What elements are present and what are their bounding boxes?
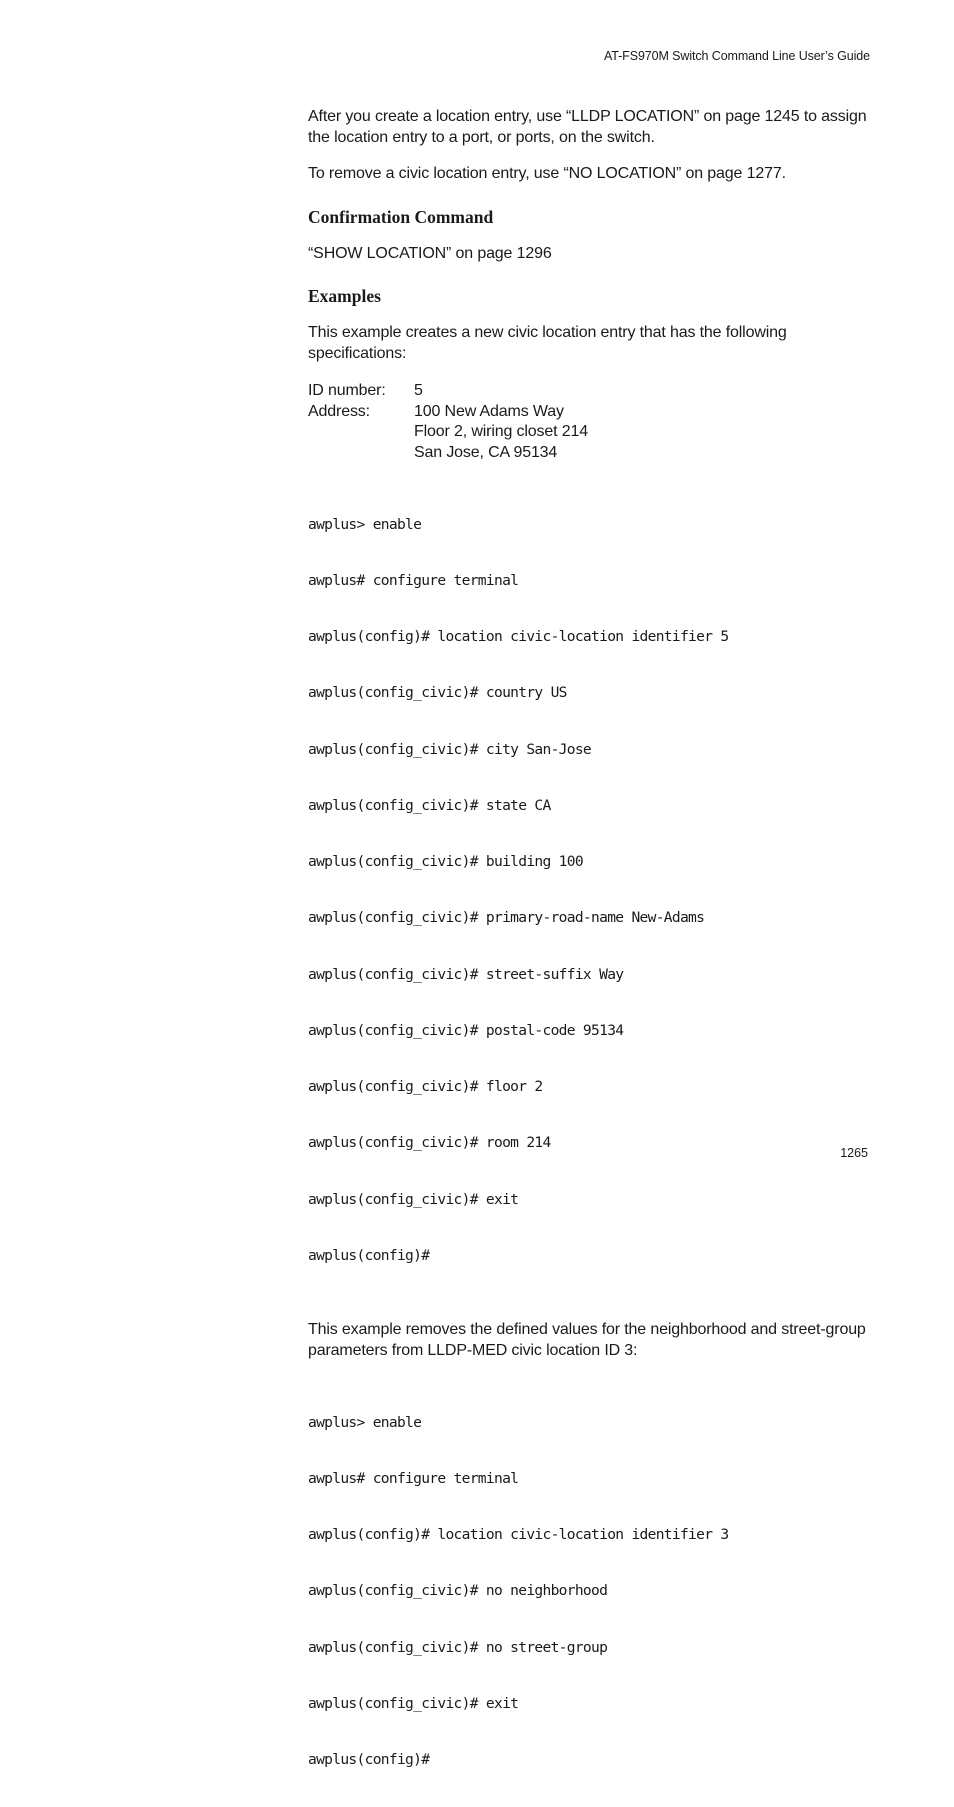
code-line: awplus(config_civic)# country US xyxy=(308,684,567,702)
code-line: awplus(config_civic)# building 100 xyxy=(308,853,583,870)
address-line: San Jose, CA 95134 xyxy=(414,443,558,461)
spec-id-label: ID number: xyxy=(308,382,386,399)
page-number: 1265 xyxy=(840,1146,868,1160)
code-line: awplus(config_civic)# postal-code 95134 xyxy=(308,1021,624,1039)
specifications xyxy=(308,381,874,463)
spec-id-row xyxy=(308,381,874,402)
code-line: awplus(config_civic)# city San-Jose xyxy=(308,740,592,758)
code-block-example-1 xyxy=(308,478,874,1303)
code-line: awplus(config)# xyxy=(308,1751,430,1768)
examples-heading: Examples xyxy=(308,286,381,306)
spec-address-row xyxy=(308,402,874,464)
code-line: awplus(config_civic)# exit xyxy=(308,1694,519,1712)
running-header: AT-FS970M Switch Command Line User’s Guide xyxy=(603,49,870,63)
code-line: awplus(config_civic)# no neighborhood xyxy=(308,1582,608,1600)
code-block-example-2 xyxy=(308,1376,874,1807)
intro-paragraph-1: After you create a location entry, use “LLDP LOCATION” on page 1245 to assign the location entry to a port, or ports, on the switch. xyxy=(308,108,867,146)
address-line: Floor 2, wiring closet 214 xyxy=(414,423,588,440)
spec-address-label: Address: xyxy=(308,402,370,420)
code-line: awplus(config)# location civic-location identifier 5 xyxy=(308,628,729,645)
spec-address-lines xyxy=(414,402,588,464)
code-line: awplus(config_civic)# no street-group xyxy=(308,1638,608,1656)
code-line: awplus(config_civic)# primary-road-name New-Adams xyxy=(308,909,705,927)
code-line: awplus(config)# xyxy=(308,1246,430,1264)
spec-id-value: 5 xyxy=(414,382,423,399)
confirmation-heading: Confirmation Command xyxy=(308,206,494,227)
code-line: awplus> enable xyxy=(308,515,422,533)
code-line: awplus(config)# location civic-location identifier 3 xyxy=(308,1526,729,1543)
address-line: 100 New Adams Way xyxy=(414,402,564,420)
code-line: awplus# configure terminal xyxy=(308,1469,519,1487)
code-line: awplus# configure terminal xyxy=(308,571,519,589)
page-content xyxy=(308,107,874,1807)
code-line: awplus> enable xyxy=(308,1413,422,1431)
code-line: awplus(config_civic)# exit xyxy=(308,1190,519,1208)
code-line: awplus(config_civic)# state CA xyxy=(308,796,551,814)
intro-paragraph-2: To remove a civic location entry, use “NO LOCATION” on page 1277. xyxy=(308,165,786,182)
example1-intro: This example creates a new civic location entry that has the following specifications: xyxy=(308,324,787,362)
code-line: awplus(config_civic)# floor 2 xyxy=(308,1078,543,1095)
code-line: awplus(config_civic)# street-suffix Way xyxy=(308,965,624,983)
example2-intro: This example removes the defined values for the neighborhood and street-group parameters from LLDP-MED civic location ID 3: xyxy=(308,1321,866,1359)
confirmation-command-text: “SHOW LOCATION” on page 1296 xyxy=(308,244,552,262)
code-line: awplus(config_civic)# room 214 xyxy=(308,1134,551,1152)
